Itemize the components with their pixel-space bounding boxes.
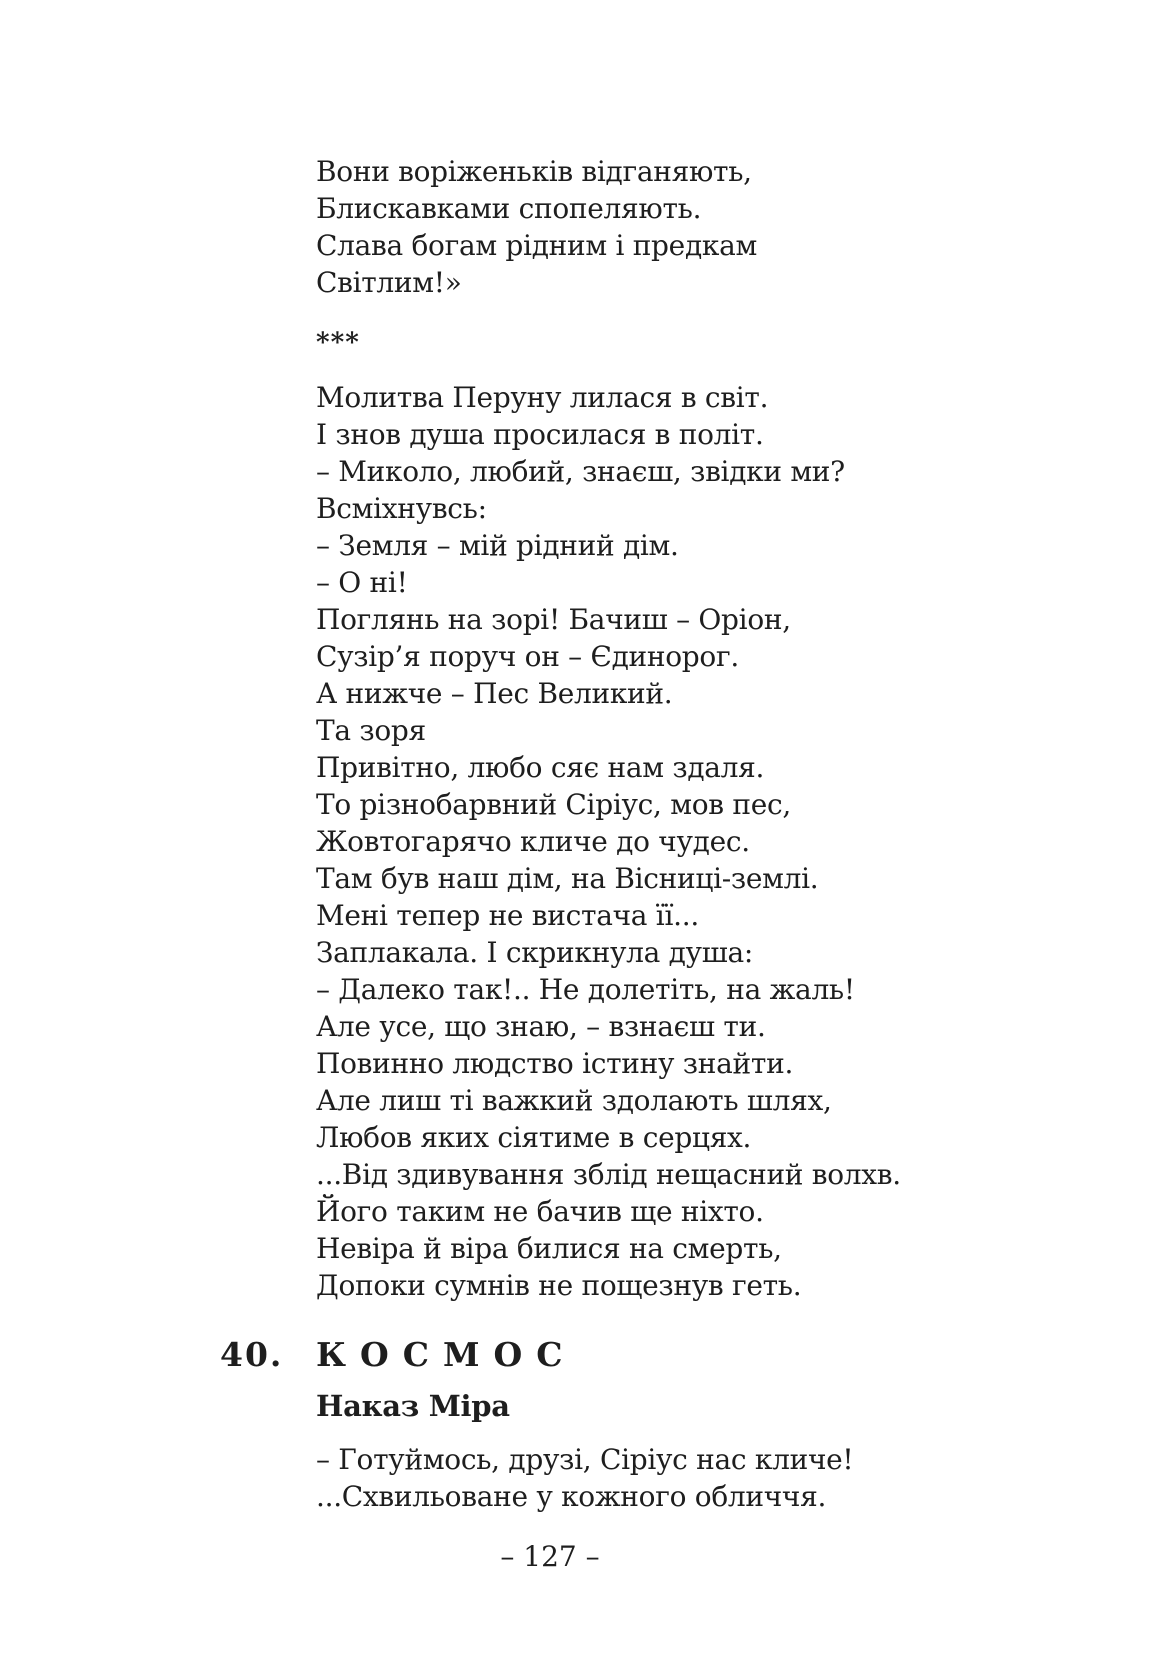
poem-line: – Земля – мій рідний дім.: [316, 529, 679, 562]
poem-line: Слава богам рідним і предкам: [316, 229, 757, 262]
poem-line: Жовтогарячо кличе до чудес.: [316, 825, 750, 858]
stanza-bottom: [316, 1441, 853, 1515]
poem-line: Мені тепер не вистача її...: [316, 899, 699, 932]
poem-line: Та зоря: [316, 714, 426, 747]
poem-line: – Далеко так!.. Не долетіть, на жаль!: [316, 973, 855, 1006]
stanza-top: [316, 153, 757, 301]
poem-line: Поглянь на зорі! Бачиш – Оріон,: [316, 603, 791, 636]
stanza-main: [316, 379, 901, 1304]
page-number: – 127 –: [500, 1540, 600, 1573]
section-separator: ***: [316, 328, 360, 358]
poem-line: А нижче – Пес Великий.: [316, 677, 673, 710]
poem-line: – О ні!: [316, 566, 408, 599]
poem-line: ...Схвильоване у кожного обличчя.: [316, 1480, 827, 1513]
poem-line: Заплакала. І скрикнула душа:: [316, 936, 753, 969]
poem-line: ...Від здивування зблід нещасний волхв.: [316, 1158, 901, 1191]
chapter-title: КОСМОС: [316, 1335, 577, 1374]
poem-line: – Миколо, любий, знаєш, звідки ми?: [316, 455, 845, 488]
chapter-number: 40.: [220, 1335, 284, 1374]
poem-line: Блискавками спопеляють.: [316, 192, 702, 225]
poem-line: Вони воріженьків відганяють,: [316, 155, 752, 188]
poem-line: Там був наш дім, на Вісниці-землі.: [316, 862, 819, 895]
poem-line: То різнобарвний Сіріус, мов пес,: [316, 788, 791, 821]
poem-line: Невіра й віра билися на смерть,: [316, 1232, 782, 1265]
poem-line: Але усе, що знаю, – взнаєш ти.: [316, 1010, 766, 1043]
poem-line: І знов душа просилася в політ.: [316, 418, 764, 451]
poem-line: Світлим!»: [316, 266, 462, 299]
poem-line: Привітно, любо сяє нам здаля.: [316, 751, 765, 784]
poem-line: Всміхнувсь:: [316, 492, 487, 525]
poem-line: Його таким не бачив ще ніхто.: [316, 1195, 764, 1228]
section-title: Наказ Міра: [316, 1389, 510, 1423]
poem-line: Але лиш ті важкий здолають шлях,: [316, 1084, 832, 1117]
poem-line: Повинно людство істину знайти.: [316, 1047, 794, 1080]
poem-line: – Готуймось, друзі, Сіріус нас кличе!: [316, 1443, 854, 1476]
poem-line: Сузір’я поруч он – Єдинорог.: [316, 640, 739, 673]
poem-line: Любов яких сіятиме в серцях.: [316, 1121, 752, 1154]
poem-line: Допоки сумнів не пощезнув геть.: [316, 1269, 802, 1302]
poem-line: Молитва Перуну лилася в світ.: [316, 381, 769, 414]
